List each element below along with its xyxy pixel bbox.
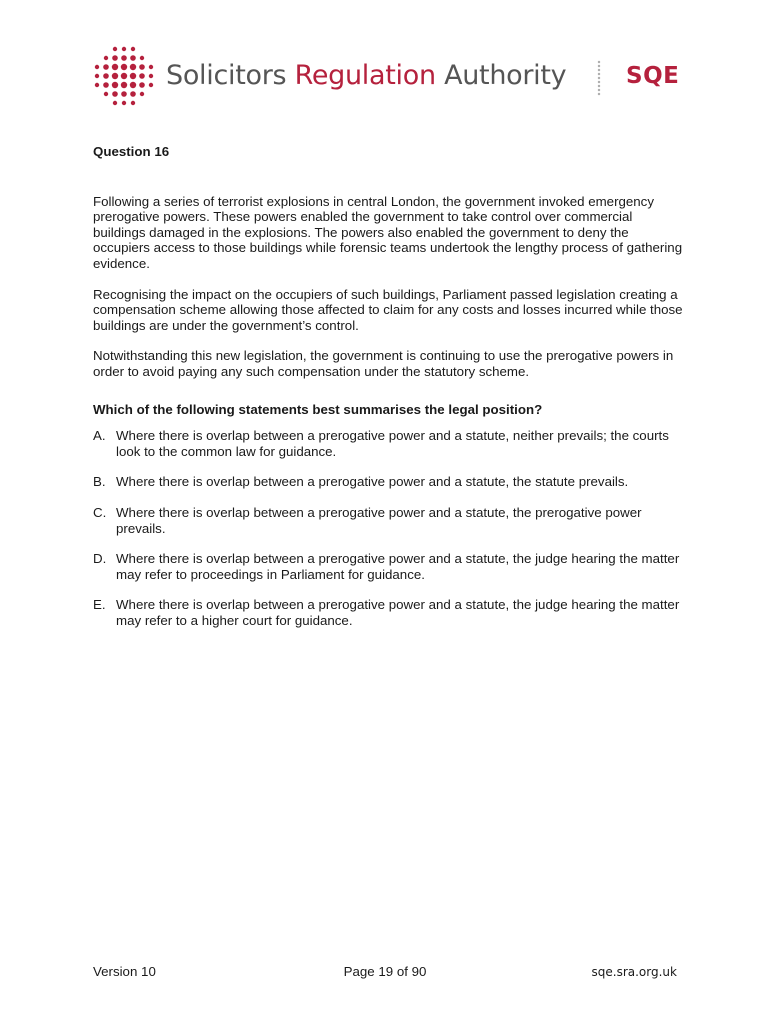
option-text: Where there is overlap between a prerogative power and a statute, neither prevails; the courts look to the common law for guidance. <box>116 428 669 459</box>
option-letter: B. <box>93 474 106 490</box>
header-divider <box>597 60 601 96</box>
answer-option-b <box>93 474 683 490</box>
answer-options <box>93 428 683 628</box>
logo-dot <box>104 56 108 60</box>
logo-dot <box>112 73 118 79</box>
option-text: Where there is overlap between a prerogative power and a statute, the judge hearing the matter may refer to proceedings in Parliament for guidance. <box>116 551 680 582</box>
answer-option-c <box>93 505 683 536</box>
option-text: Where there is overlap between a prerogative power and a statute, the judge hearing the matter may refer to a higher court for guidance. <box>116 597 680 628</box>
logo-dot <box>113 101 117 105</box>
logo-dot <box>104 92 108 96</box>
logo-dot <box>122 101 126 105</box>
logo-dot <box>121 82 127 88</box>
logo-dot <box>113 47 117 51</box>
option-letter: D. <box>93 551 107 567</box>
page-header <box>92 44 682 110</box>
logo-dot <box>130 91 136 97</box>
version-label: Version 10 <box>93 964 156 979</box>
option-letter: E. <box>93 597 106 613</box>
logo-dot <box>122 47 126 51</box>
organisation-name <box>166 60 566 92</box>
scenario-paragraph-3: Notwithstanding this new legislation, the government is continuing to use the prerogative powers in order to avoid paying any such compensation under the statutory scheme. <box>93 348 674 379</box>
logo-dot <box>140 56 144 60</box>
website-url: sqe.sra.org.uk <box>591 965 677 979</box>
logo-dot <box>112 64 118 70</box>
logo-dot <box>103 73 109 79</box>
logo-dot <box>121 64 127 70</box>
logo-dot <box>131 101 135 105</box>
page-footer <box>93 963 677 981</box>
logo-dot <box>149 83 153 87</box>
logo-dot <box>149 65 153 69</box>
logo-dot <box>112 55 118 61</box>
question-content <box>93 144 683 643</box>
logo-dot <box>103 82 109 88</box>
question-title: Question 16 <box>93 144 170 159</box>
question-prompt: Which of the following statements best summarises the legal position? <box>93 401 543 417</box>
sqe-badge: SQE <box>626 63 680 89</box>
logo-dot <box>130 82 136 88</box>
logo-dot <box>139 73 145 79</box>
logo-dot <box>95 74 99 78</box>
answer-option-d <box>93 551 683 582</box>
logo-word-authority: Authority <box>444 60 567 91</box>
option-letter: C. <box>93 504 107 520</box>
logo-dot <box>139 82 145 88</box>
dot-grid-icon <box>92 44 156 108</box>
logo-dot <box>140 92 144 96</box>
answer-option-a <box>93 428 683 459</box>
logo-word-regulation: Regulation <box>294 60 436 91</box>
logo-dot <box>95 65 99 69</box>
logo-dot <box>103 64 109 70</box>
logo-dot <box>131 47 135 51</box>
option-letter: A. <box>93 428 106 444</box>
logo-dot <box>130 64 136 70</box>
logo-dot <box>149 74 153 78</box>
scenario-paragraph-2: Recognising the impact on the occupiers of such buildings, Parliament passed legislation creating a compensation scheme allowing those affected to claim for any costs and losses incurred while those buildings are under the government’s control. <box>93 286 683 333</box>
option-text: Where there is overlap between a prerogative power and a statute, the prerogative power prevails. <box>116 504 642 536</box>
logo-dot <box>130 55 136 61</box>
scenario-paragraph-1: Following a series of terrorist explosions in central London, the government invoked emergency prerogative powers. These powers enabled the government to take control over commercial buildings damaged in the explosions. The powers also enabled the government to deny the occupiers access to those buildings while forensic teams undertook the lengthy process of gathering evidence. <box>93 193 683 271</box>
page-number: Page 19 of 90 <box>343 964 427 979</box>
answer-option-e <box>93 597 683 628</box>
logo-dot <box>139 64 145 70</box>
logo-dot <box>130 73 136 79</box>
logo-word-solicitors: Solicitors <box>166 60 287 91</box>
logo-dot <box>121 73 127 79</box>
logo-dot <box>95 83 99 87</box>
logo-dot <box>112 91 118 97</box>
logo-dot <box>112 82 118 88</box>
logo-dot <box>121 55 127 61</box>
logo-dot <box>121 91 127 97</box>
option-text: Where there is overlap between a prerogative power and a statute, the statute prevails. <box>116 474 629 490</box>
